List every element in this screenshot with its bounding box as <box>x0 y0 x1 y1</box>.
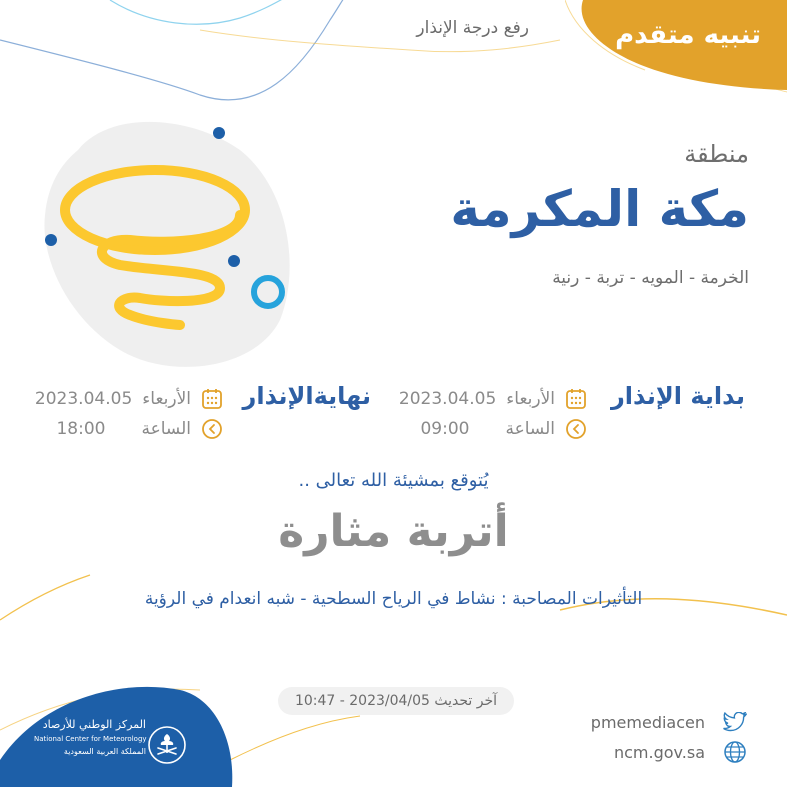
region-prefix: منطقة <box>684 140 749 168</box>
website-url[interactable]: ncm.gov.sa <box>613 742 705 762</box>
warning-start-title: بداية الإنذار <box>610 382 745 410</box>
warning-end-date: 2023.04.05 <box>34 389 133 409</box>
region-areas: الخرمة - المويه - تربة - رنية <box>552 268 749 288</box>
warning-start-date: 2023.04.05 <box>398 389 497 409</box>
warning-end-date-row <box>35 388 223 410</box>
last-update-badge: آخر تحديث 2023/04/05 - 10:47 <box>278 687 514 715</box>
warning-start-day: الأربعاء <box>506 389 555 409</box>
clock-icon <box>201 418 223 440</box>
warning-start-time-label: الساعة <box>505 419 555 439</box>
twitter-contact[interactable] <box>591 712 747 732</box>
dust-swirl-icon <box>40 120 300 350</box>
clock-icon <box>565 418 587 440</box>
warning-end-time-label: الساعة <box>141 419 191 439</box>
organization-name-en: National Center for Meteorology <box>34 735 147 743</box>
warning-start-time: 09:00 <box>420 419 470 439</box>
forecast-effects: التأثيرات المصاحبة : نشاط في الرياح السطحية - شبه انعدام في الرؤية <box>144 589 643 609</box>
forecast-intro: يُتوقع بمشيئة الله تعالى .. <box>298 470 489 491</box>
alert-level-label: تنبيه متقدم <box>615 20 761 50</box>
warning-end-time: 18:00 <box>56 419 106 439</box>
forecast-phenomenon: أتربة مثارة <box>278 506 509 557</box>
calendar-icon <box>201 388 223 410</box>
twitter-handle[interactable]: pmemediacen <box>590 712 705 732</box>
calendar-icon <box>565 388 587 410</box>
warning-start-date-row <box>399 388 587 410</box>
organization-country-ar: المملكة العربية السعودية <box>63 747 146 756</box>
region-name: مكة المكرمة <box>450 180 749 238</box>
twitter-icon[interactable] <box>723 712 747 732</box>
globe-icon[interactable] <box>723 740 747 764</box>
saudi-emblem-icon <box>147 725 187 765</box>
website-contact[interactable] <box>614 740 747 764</box>
organization-name-ar: المركز الوطني للأرصاد <box>42 718 146 731</box>
warning-start-time-row <box>420 418 587 440</box>
warning-end-time-row <box>56 418 223 440</box>
raise-level-note: رفع درجة الإنذار <box>416 18 529 38</box>
warning-end-day: الأربعاء <box>142 389 191 409</box>
warning-end-title: نهايةالإنذار <box>242 382 371 410</box>
